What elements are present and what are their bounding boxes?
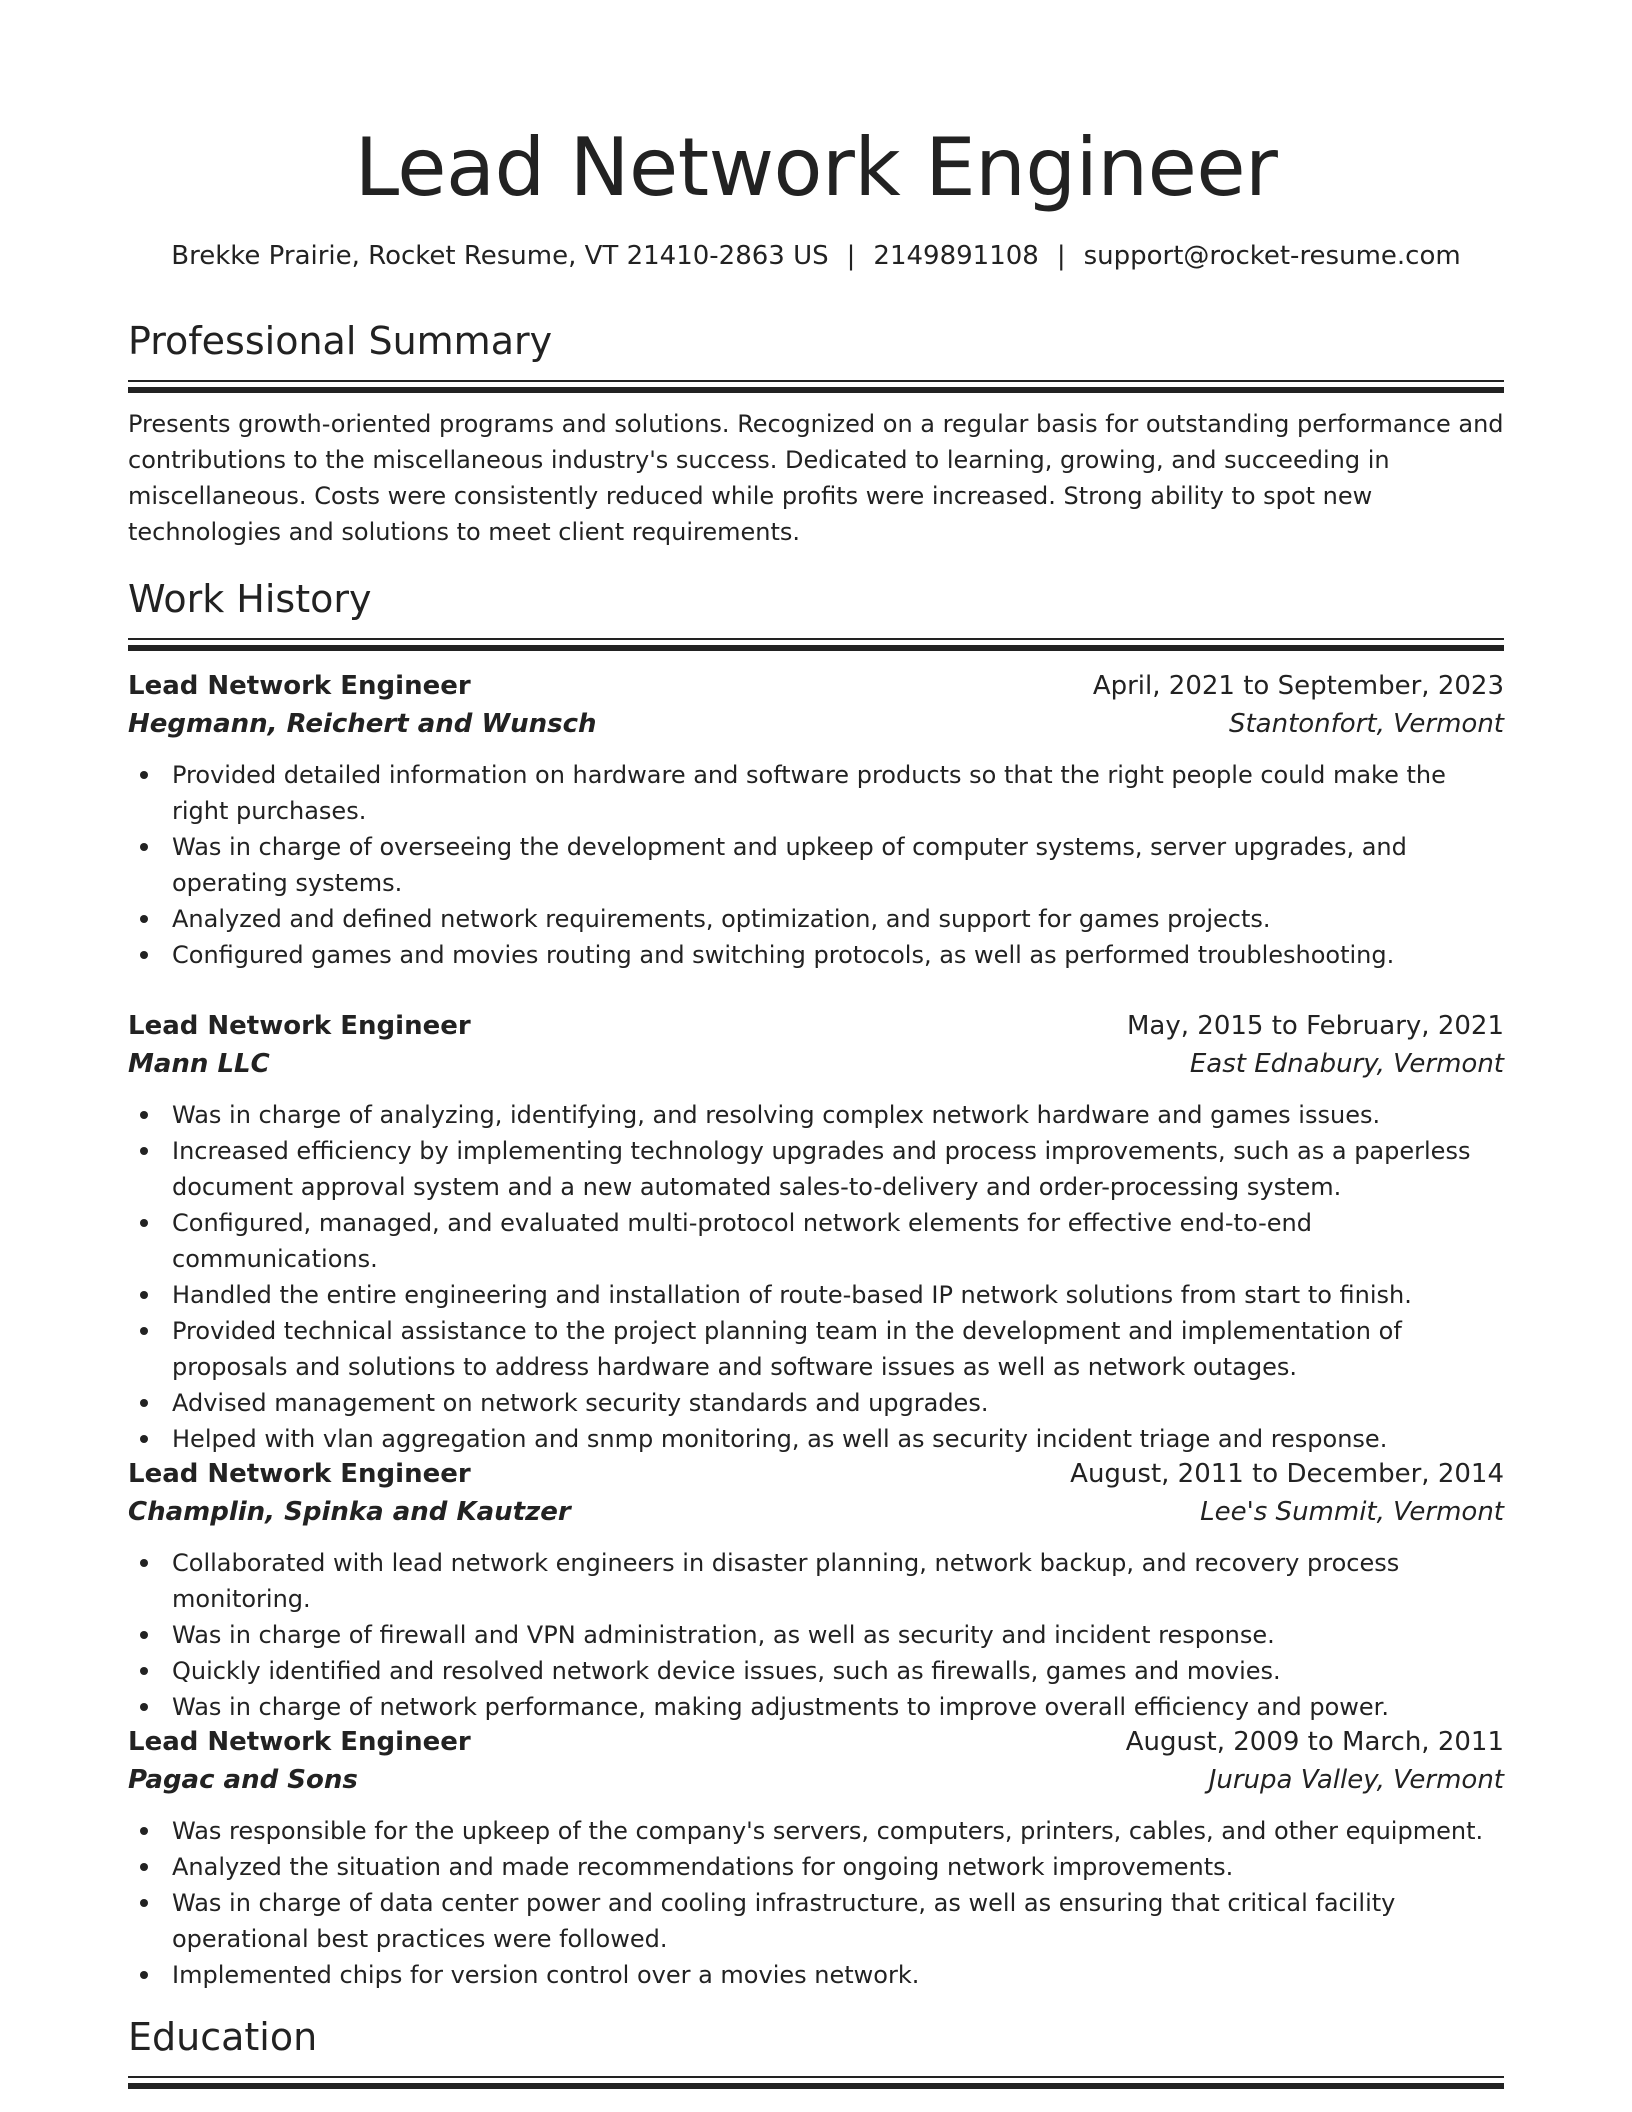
- resume-title: Lead Network Engineer: [354, 121, 1278, 214]
- list-item: Was in charge of network performance, making adjustments to improve overall efficiency and power.: [128, 1689, 1504, 1725]
- list-item: Implemented chips for version control over a movies network.: [128, 1957, 1504, 1993]
- list-item: Increased efficiency by implementing technology upgrades and process improvements, such as a paperless document approval system and a new automated sales-to-delivery and order-processing system.: [128, 1133, 1504, 1205]
- contact-phone: 2149891108: [873, 241, 1039, 271]
- job-header-row: [128, 667, 1504, 705]
- list-item: Provided technical assistance to the project planning team in the development and implementation of proposals and solutions to address hardware and software issues as well as network outages.: [128, 1313, 1504, 1385]
- job-dates: April, 2021 to September, 2023: [1092, 671, 1504, 701]
- list-item: Was in charge of data center power and cooling infrastructure, as well as ensuring that critical facility operational best practices were followed.: [128, 1885, 1504, 1957]
- job-bullets: [128, 1097, 1504, 1457]
- contact-separator: |: [1056, 241, 1066, 271]
- contact-line: [128, 236, 1504, 276]
- education-heading: Education: [128, 2015, 318, 2059]
- job-location: Stantonfort, Vermont: [1228, 709, 1504, 739]
- summary-heading: Professional Summary: [128, 319, 553, 363]
- job-header-row: [128, 1007, 1504, 1045]
- list-item: Collaborated with lead network engineers in disaster planning, network backup, and recovery process monitoring.: [128, 1545, 1504, 1617]
- job-company: Champlin, Spinka and Kautzer: [128, 1497, 571, 1527]
- education-section-header: [128, 2012, 1504, 2089]
- list-item: Was in charge of analyzing, identifying, and resolving complex network hardware and games issues.: [128, 1097, 1504, 1133]
- job-dates: May, 2015 to February, 2021: [1127, 1011, 1504, 1041]
- list-item: Analyzed the situation and made recommendations for ongoing network improvements.: [128, 1849, 1504, 1885]
- job-entry: [128, 1455, 1504, 1725]
- contact-email: support@rocket-resume.com: [1083, 241, 1461, 271]
- job-entry: [128, 1007, 1504, 1457]
- section-divider: [128, 380, 1504, 393]
- list-item: Quickly identified and resolved network device issues, such as firewalls, games and movies.: [128, 1653, 1504, 1689]
- list-item: Helped with vlan aggregation and snmp monitoring, as well as security incident triage and response.: [128, 1421, 1504, 1457]
- job-dates: August, 2011 to December, 2014: [1070, 1459, 1504, 1489]
- job-company: Pagac and Sons: [128, 1765, 358, 1795]
- job-location: Jurupa Valley, Vermont: [1208, 1765, 1504, 1795]
- section-divider: [128, 2076, 1504, 2089]
- job-title: Lead Network Engineer: [128, 1011, 471, 1041]
- work-section-header: [128, 574, 1504, 651]
- summary-section-header: [128, 316, 1504, 393]
- job-bullets: [128, 1813, 1504, 1993]
- list-item: Configured games and movies routing and switching protocols, as well as performed troubleshooting.: [128, 937, 1504, 973]
- job-bullets: [128, 757, 1504, 973]
- work-heading: Work History: [128, 577, 372, 621]
- list-item: Analyzed and defined network requirements, optimization, and support for games projects.: [128, 901, 1504, 937]
- job-entry: [128, 1723, 1504, 1993]
- job-entry: [128, 667, 1504, 973]
- list-item: Was responsible for the upkeep of the company's servers, computers, printers, cables, and other equipment.: [128, 1813, 1504, 1849]
- summary-text: Presents growth-oriented programs and solutions. Recognized on a regular basis for outstanding performance and contributions to the miscellaneous industry's success. Dedicated to learning, growing, and succeeding in miscellaneous. Costs were consistently reduced while profits were increased. Strong ability to spot new technologies and solutions to meet client requirements.: [128, 410, 1504, 546]
- job-company: Mann LLC: [128, 1049, 270, 1079]
- list-item: Was in charge of firewall and VPN administration, as well as security and incident response.: [128, 1617, 1504, 1653]
- list-item: Provided detailed information on hardware and software products so that the right people could make the right purchases.: [128, 757, 1504, 829]
- job-dates: August, 2009 to March, 2011: [1125, 1727, 1504, 1757]
- list-item: Configured, managed, and evaluated multi-protocol network elements for effective end-to-end communications.: [128, 1205, 1504, 1277]
- job-header-row: [128, 1455, 1504, 1493]
- list-item: Advised management on network security standards and upgrades.: [128, 1385, 1504, 1421]
- job-location: Lee's Summit, Vermont: [1200, 1497, 1504, 1527]
- job-bullets: [128, 1545, 1504, 1725]
- contact-separator: |: [846, 241, 856, 271]
- job-title: Lead Network Engineer: [128, 671, 471, 701]
- job-company: Hegmann, Reichert and Wunsch: [128, 709, 597, 739]
- job-location: East Ednabury, Vermont: [1189, 1049, 1504, 1079]
- job-company-row: [128, 1761, 1504, 1799]
- list-item: Handled the entire engineering and installation of route-based IP network solutions from start to finish.: [128, 1277, 1504, 1313]
- job-title: Lead Network Engineer: [128, 1727, 471, 1757]
- contact-address: Brekke Prairie, Rocket Resume, VT 21410-2863 US: [171, 241, 829, 271]
- list-item: Was in charge of overseeing the development and upkeep of computer systems, server upgrades, and operating systems.: [128, 829, 1504, 901]
- job-company-row: [128, 1045, 1504, 1083]
- job-company-row: [128, 705, 1504, 743]
- job-company-row: [128, 1493, 1504, 1531]
- job-title: Lead Network Engineer: [128, 1459, 471, 1489]
- section-divider: [128, 638, 1504, 651]
- job-header-row: [128, 1723, 1504, 1761]
